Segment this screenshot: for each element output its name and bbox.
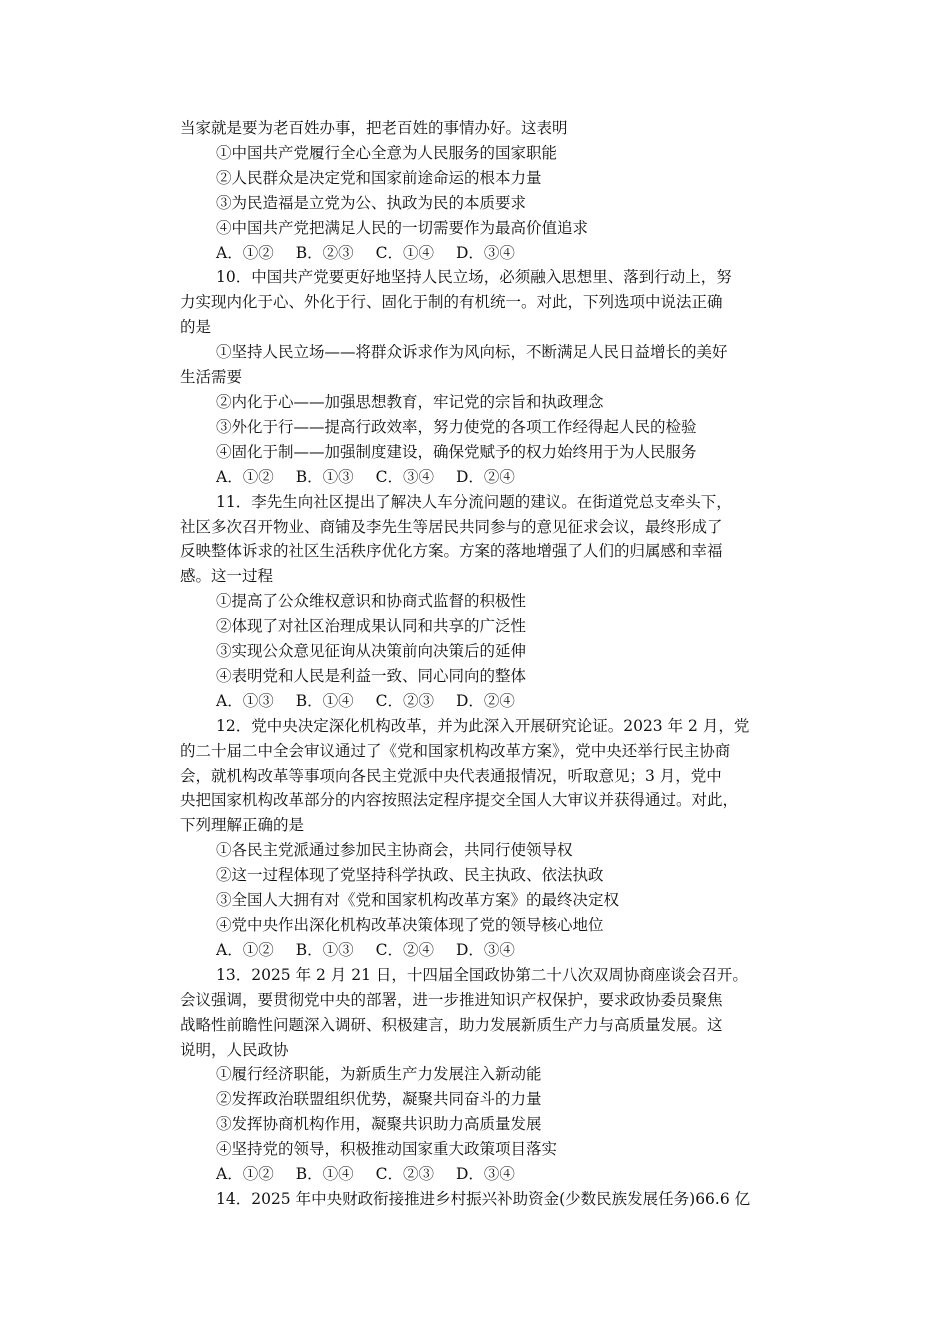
question-stem-line: 感。这一过程 bbox=[180, 567, 274, 586]
question-stem-line: 的二十届二中全会审议通过了《党和国家机构改革方案》，党中央还举行民主协商 bbox=[180, 741, 731, 760]
question-14 bbox=[180, 1187, 780, 1212]
statement-4: ④坚持党的领导，积极推动国家重大政策项目落实 bbox=[216, 1140, 558, 1159]
option-b: B．②③ bbox=[295, 243, 354, 262]
question-stem-line: 的是 bbox=[180, 318, 212, 337]
answer-options bbox=[180, 1162, 780, 1187]
statement-3: ③为民造福是立党为公、执政为民的本质要求 bbox=[216, 193, 527, 212]
statement-2: ②这一过程体现了党坚持科学执政、民主执政、依法执政 bbox=[216, 866, 604, 885]
statement-3: ③实现公众意见征询从决策前向决策后的延伸 bbox=[216, 642, 527, 661]
question-stem-line: 13．2025 年 2 月 21 日，十四届全国政协第二十八次双周协商座谈会召开。 bbox=[216, 965, 748, 984]
question-stem-line: 当家就是要为老百姓办事，把老百姓的事情办好。这表明 bbox=[180, 119, 568, 137]
option-b: B．①④ bbox=[295, 1165, 354, 1184]
option-c: C．③④ bbox=[375, 467, 434, 486]
option-a: A．①② bbox=[216, 1165, 274, 1184]
statement-2: ②内化于心——加强思想教育，牢记党的宗旨和执政理念 bbox=[216, 392, 604, 411]
question-10 bbox=[180, 265, 780, 489]
statement-1: ①中国共产党履行全心全意为人民服务的国家职能 bbox=[216, 143, 558, 162]
question-stem-line: 战略性前瞻性问题深入调研、积极建言，助力发展新质生产力与高质量发展。这 bbox=[180, 1015, 723, 1034]
option-d: D．③④ bbox=[455, 243, 515, 262]
question-12 bbox=[180, 714, 780, 963]
question-stem-line: 说明，人民政协 bbox=[180, 1040, 289, 1059]
option-d: D．③④ bbox=[455, 940, 515, 959]
question-stem-line: 会议强调，要贯彻党中央的部署，进一步推进知识产权保护，要求政协委员聚焦 bbox=[180, 990, 723, 1009]
question-stem-line: 社区多次召开物业、商铺及李先生等居民共同参与的意见征求会议，最终形成了 bbox=[180, 517, 723, 536]
statement-1: ①提高了公众维权意识和协商式监督的积极性 bbox=[216, 592, 527, 611]
question-9 bbox=[180, 116, 780, 265]
page-content bbox=[180, 116, 780, 1212]
answer-options bbox=[180, 465, 780, 490]
option-c: C．①④ bbox=[375, 243, 434, 262]
option-b: B．①④ bbox=[295, 691, 354, 710]
answer-options bbox=[180, 241, 780, 266]
question-stem-line: 10．中国共产党要更好地坚持人民立场，必须融入思想里、落到行动上，努 bbox=[216, 268, 732, 287]
question-stem-line: 11．李先生向社区提出了解决人车分流问题的建议。在街道党总支牵头下， bbox=[216, 492, 732, 511]
option-c: C．②④ bbox=[375, 940, 434, 959]
answer-options bbox=[180, 689, 780, 714]
option-a: A．①② bbox=[216, 243, 274, 262]
statement-1: ①各民主党派通过参加民主协商会，共同行使领导权 bbox=[216, 841, 573, 860]
option-b: B．①③ bbox=[295, 940, 354, 959]
question-stem-line: 14．2025 年中央财政衔接推进乡村振兴补助资金(少数民族发展任务)66.6 亿 bbox=[216, 1189, 751, 1208]
option-d: D．③④ bbox=[455, 1165, 515, 1184]
option-d: D．②④ bbox=[455, 467, 515, 486]
statement-4: ④中国共产党把满足人民的一切需要作为最高价值追求 bbox=[216, 218, 589, 237]
option-c: C．②③ bbox=[375, 1165, 434, 1184]
question-stem-line: 央把国家机构改革部分的内容按照法定程序提交全国人大审议并获得通过。对此， bbox=[180, 791, 739, 810]
statement-1-continued: 生活需要 bbox=[180, 368, 243, 387]
statement-4: ④表明党和人民是利益一致、同心同向的整体 bbox=[216, 666, 527, 685]
option-a: A．①② bbox=[216, 940, 274, 959]
question-13 bbox=[180, 963, 780, 1187]
option-d: D．②④ bbox=[455, 691, 515, 710]
question-stem-line: 反映整体诉求的社区生活秩序优化方案。方案的落地增强了人们的归属感和幸福 bbox=[180, 542, 723, 561]
statement-2: ②体现了对社区治理成果认同和共享的广泛性 bbox=[216, 617, 527, 636]
option-a: A．①② bbox=[216, 467, 274, 486]
statement-3: ③全国人大拥有对《党和国家机构改革方案》的最终决定权 bbox=[216, 891, 620, 910]
statement-4: ④党中央作出深化机构改革决策体现了党的领导核心地位 bbox=[216, 916, 604, 934]
answer-options bbox=[180, 938, 780, 963]
option-b: B．①③ bbox=[295, 467, 354, 486]
statement-3: ③外化于行——提高行政效率，努力使党的各项工作经得起人民的检验 bbox=[216, 417, 697, 436]
question-stem-line: 下列理解正确的是 bbox=[180, 816, 305, 835]
question-stem-line: 12．党中央决定深化机构改革，并为此深入开展研究论证。2023 年 2 月，党 bbox=[216, 716, 750, 735]
statement-1: ①履行经济职能，为新质生产力发展注入新动能 bbox=[216, 1065, 542, 1084]
question-stem-line: 会，就机构改革等事项向各民主党派中央代表通报情况，听取意见；3 月，党中 bbox=[180, 766, 722, 785]
statement-4: ④固化于制——加强制度建设，确保党赋予的权力始终用于为人民服务 bbox=[216, 442, 697, 461]
statement-3: ③发挥协商机构作用，凝聚共识助力高质量发展 bbox=[216, 1115, 542, 1134]
statement-1: ①坚持人民立场——将群众诉求作为风向标，不断满足人民日益增长的美好 bbox=[216, 343, 728, 362]
statement-2: ②人民群众是决定党和国家前途命运的根本力量 bbox=[216, 168, 542, 187]
option-c: C．②③ bbox=[375, 691, 434, 710]
question-11 bbox=[180, 490, 780, 714]
statement-2: ②发挥政治联盟组织优势，凝聚共同奋斗的力量 bbox=[216, 1090, 542, 1109]
option-a: A．①③ bbox=[216, 691, 274, 710]
question-stem-line: 力实现内化于心、外化于行、固化于制的有机统一。对此，下列选项中说法正确 bbox=[180, 293, 723, 312]
